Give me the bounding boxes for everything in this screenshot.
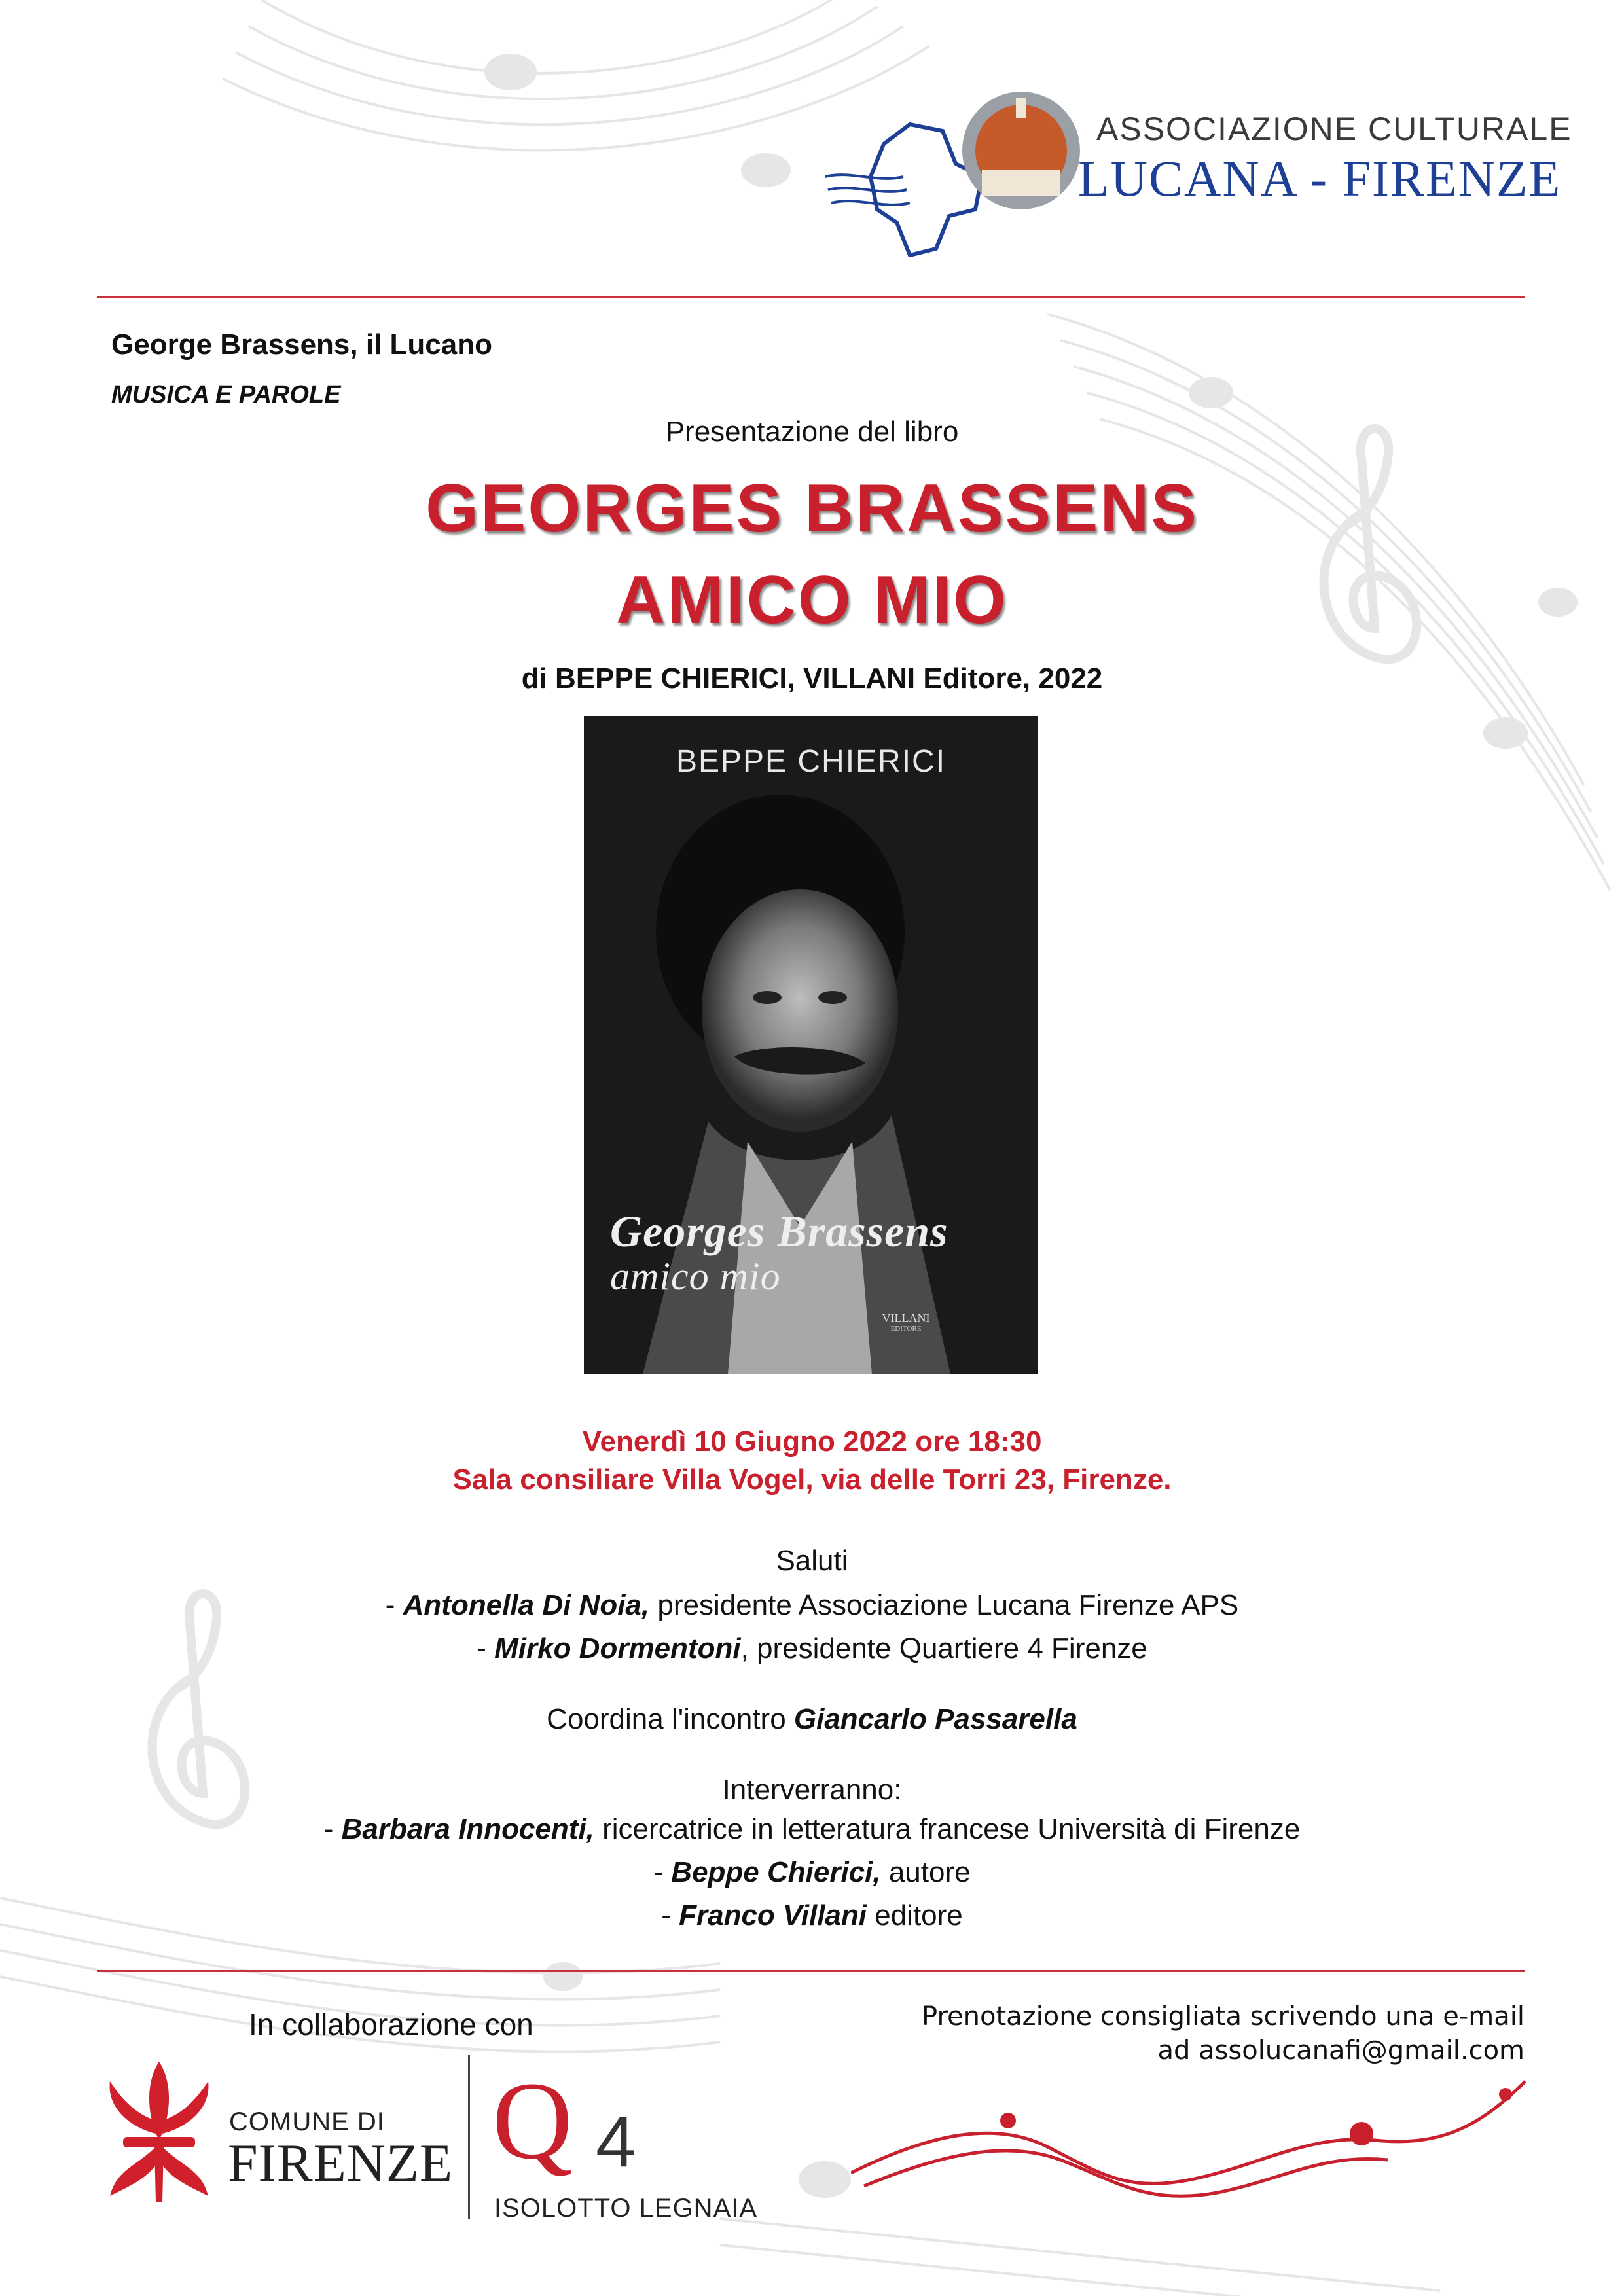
comune-label-bottom: FIRENZE bbox=[228, 2133, 454, 2193]
association-name-bottom: LUCANA - FIRENZE bbox=[1078, 150, 1562, 207]
speaker-name: Barbara Innocenti, bbox=[341, 1813, 594, 1845]
comune-label-top: COMUNE DI bbox=[229, 2108, 385, 2136]
top-divider bbox=[97, 296, 1525, 298]
logo-divider bbox=[468, 2055, 470, 2219]
coordinator-line: Coordina l'incontro Giancarlo Passarella bbox=[547, 1703, 1077, 1735]
speaker-name: Beppe Chierici, bbox=[671, 1856, 881, 1888]
event-place: Sala consiliare Villa Vogel, via delle Torri 23, Firenze. bbox=[452, 1463, 1172, 1496]
q4-logo-number: 4 bbox=[596, 2102, 636, 2182]
speaker-row: - Barbara Innocenti, ricercatrice in letteratura francese Università di Firenze bbox=[323, 1813, 1301, 1845]
speaker-row: - Franco Villani editore bbox=[661, 1899, 963, 1931]
cover-author: BEPPE CHIERICI bbox=[676, 744, 947, 779]
q4-logo-letter: Q bbox=[492, 2059, 573, 2182]
greeting-name: Antonella Di Noia, bbox=[403, 1589, 650, 1621]
association-name-top: ASSOCIAZIONE CULTURALE bbox=[1096, 111, 1572, 147]
red-swirl-decoration bbox=[851, 2055, 1532, 2225]
booking-line1: Prenotazione consigliata scrivendo una e-mail bbox=[922, 2001, 1525, 2032]
cover-title-line1: Georges Brassens bbox=[610, 1206, 948, 1256]
speaker-name: Franco Villani bbox=[679, 1899, 867, 1931]
author-publisher-line: di BEPPE CHIERICI, VILLANI Editore, 2022 bbox=[521, 662, 1103, 694]
association-logo bbox=[825, 79, 1087, 275]
book-title-line2: AMICO MIO bbox=[616, 562, 1008, 638]
speaker-row: - Beppe Chierici, autore bbox=[653, 1856, 971, 1888]
collaboration-label: In collaborazione con bbox=[249, 2007, 533, 2041]
greeting-row: - Antonella Di Noia, presidente Associazione Lucana Firenze APS bbox=[385, 1589, 1239, 1621]
florence-lily-icon bbox=[97, 2055, 221, 2206]
book-cover bbox=[584, 716, 1038, 1374]
presentation-label: Presentazione del libro bbox=[665, 416, 959, 448]
greeting-name: Mirko Dormentoni bbox=[494, 1632, 741, 1664]
event-subtitle: MUSICA E PAROLE bbox=[111, 381, 341, 408]
coordinator-name: Giancarlo Passarella bbox=[793, 1703, 1077, 1735]
greeting-row: - Mirko Dormentoni, presidente Quartiere 4 Firenze bbox=[477, 1632, 1147, 1664]
book-title-line1: GEORGES BRASSENS bbox=[425, 471, 1199, 547]
q4-logo-subtitle: ISOLOTTO LEGNAIA bbox=[494, 2194, 758, 2223]
bottom-divider bbox=[97, 1970, 1525, 1972]
cover-title-line2: amico mio bbox=[610, 1255, 781, 1298]
cover-publisher-sub: EDITORE bbox=[890, 1325, 922, 1333]
cover-publisher: VILLANI bbox=[882, 1312, 930, 1325]
speakers-label: Interverranno: bbox=[722, 1774, 902, 1806]
event-title: George Brassens, il Lucano bbox=[111, 329, 492, 361]
event-date: Venerdì 10 Giugno 2022 ore 18:30 bbox=[582, 1426, 1042, 1458]
booking-email[interactable]: ad assolucanafi@gmail.com bbox=[1157, 2036, 1525, 2066]
saluti-label: Saluti bbox=[776, 1545, 848, 1577]
